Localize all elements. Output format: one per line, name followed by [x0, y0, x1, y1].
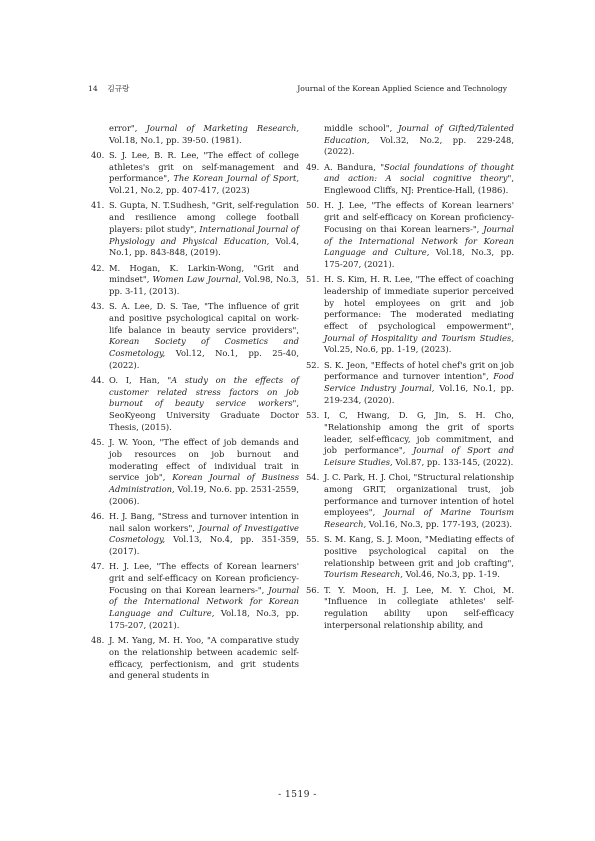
running-header-left — [88, 84, 129, 94]
reference-item: 55. S. M. Kang, S. J. Moon, "Mediating effects of positive psychological capital on the relationship between grit and job crafting", Tourism Research, Vol.46, No.3, pp. 1-19. — [306, 534, 514, 580]
reference-number: 51. — [306, 274, 320, 285]
reference-item: 47. H. J. Lee, "The effects of Korean learners' grit and self-efficacy on Korean proficiency-Focusing on thai Korean learners-", Journal of the International Network for Korean Language and Culture, Vol.18, No.3, pp. 175-207, (2021). — [91, 561, 299, 630]
reference-list — [306, 162, 514, 632]
reference-number: 52. — [306, 359, 320, 370]
reference-number: 42. — [91, 262, 105, 273]
right-reference-column — [306, 123, 514, 635]
reference-item: 56. T. Y. Moon, H. J. Lee, M. Y. Choi, M. "Influence in collegiate athletes' self-regulation ability upon self-efficacy interpersonal relationship ability, and — [306, 584, 514, 630]
reference-number: 56. — [306, 584, 320, 595]
header-page-number: 14 — [88, 84, 98, 93]
reference-number: 54. — [306, 472, 320, 483]
reference-item: 45. J. W. Yoon, "The effect of job demands and job resources on job burnout and moderating effect of individual trait in service job", Korean Journal of Business Administration, Vol.19, No.6. pp. 2531-2559, (2006). — [91, 437, 299, 506]
reference-list — [91, 150, 299, 682]
reference-number: 45. — [91, 437, 105, 448]
reference-number: 50. — [306, 200, 320, 211]
reference-number: 44. — [91, 375, 105, 386]
reference-item: 46. H. J. Bang, "Stress and turnover intention in nail salon workers", Journal of Investigative Cosmetology, Vol.13, No.4, pp. 351-359, (2017). — [91, 510, 299, 557]
reference-number: 41. — [91, 200, 105, 211]
left-reference-column — [91, 123, 299, 686]
reference-item: 51. H. S. Kim, H. R. Lee, "The effect of coaching leadership of immediate superior perceived by hotel employees on grit and job performance: The moderated mediating effect of psychological empowerment", Journal of Hospitality and Tourism Studies, Vol.25, No.6, pp. 1-19, (2023). — [306, 274, 514, 355]
reference-item: 50. H. J. Lee, "The effects of Korean learners' grit and self-efficacy on Korean proficiency-Focusing on thai Korean learners-", Journal of the International Network for Korean Language and Culture, Vol.18, No.3, pp. 175-207, (2021). — [306, 200, 514, 269]
page-footer-number: - 1519 - — [278, 790, 317, 800]
reference-item: 42. M. Hogan, K. Larkin-Wong, "Grit and mindset", Women Law Journal, Vol.98, No.3, pp. 3-11, (2013). — [91, 262, 300, 296]
reference-item: 43. S. A. Lee, D. S. Tae, "The influence of grit and positive psychological capital on work-life balance in beauty service providers", Korean Society of Cosmetics and Cosmetology, Vol.12, No.1, pp. 25-40, (2022). — [91, 301, 299, 370]
reference-number: 49. — [306, 161, 320, 172]
reference-number: 46. — [91, 510, 105, 521]
reference-item: 40. S. J. Lee, B. R. Lee, "The effect of college athletes's grit on self-management and performance", The Korean Journal of Sport, Vol.21, No.2, pp. 407-417, (2023) — [91, 150, 299, 196]
reference-item: 44. O. I, Han, "A study on the effects of customer related stress factors on job burnout of beauty service workers", SeoKyeong University Graduate Doctor Thesis, (2015). — [91, 375, 299, 432]
reference-number: 40. — [91, 150, 105, 160]
reference-number: 55. — [306, 534, 320, 545]
running-header-journal: Journal of the Korean Applied Science and Technology — [297, 84, 507, 93]
reference-number: 48. — [91, 635, 105, 646]
header-author: 김규랑 — [107, 84, 130, 93]
reference-item: 54. J. C. Park, H. J. Choi, "Structural relationship among GRIT, organizational trust, job performance and turnover intention of hotel employees", Journal of Marine Tourism Research, Vol.16, No.3, pp. 177-193, (2023). — [306, 472, 514, 530]
reference-number: 53. — [306, 410, 320, 421]
reference-item: 53. I, C, Hwang, D. G, Jin, S. H. Cho, "Relationship among the grit of sports leader, self-efficacy, job commitment, and job performance", Journal of Sport and Leisure Studies, Vol.87, pp. 133-145, (2022). — [306, 410, 514, 467]
reference-number: 43. — [91, 301, 105, 312]
reference-item: 41. S. Gupta, N. T.Sudhesh, "Grit, self-regulation and resilience among college football players: pilot study", International Journal of Physiology and Physical Education, Vol.4, No.1, pp. 843-848, (2019). — [91, 200, 300, 258]
reference-item: 52. S. K. Jeon, "Effects of hotel chef's grit on job performance and turnover intention", Food Service Industry Journal, Vol.16, No.1, pp. 219-234, (2020). — [306, 359, 514, 405]
reference-item: 48. J. M. Yang, M. H. Yoo, "A comparative study on the relationship between academic self-efficacy, perfectionism, and grit students and general students in — [91, 635, 299, 681]
reference-number: 47. — [91, 561, 105, 572]
reference-continuation: middle school", Journal of Gifted/Talented Education, Vol.32, No.2, pp. 229-248, (2022). — [324, 123, 514, 157]
reference-item: 49. A. Bandura, "Social foundations of thought and action: A social cognitive theory", Englewood Cliffs, NJ: Prentice-Hall, (1986). — [306, 161, 514, 196]
reference-continuation: error", Journal of Marketing Research, Vol.18, No.1, pp. 39-50. (1981). — [109, 123, 299, 145]
